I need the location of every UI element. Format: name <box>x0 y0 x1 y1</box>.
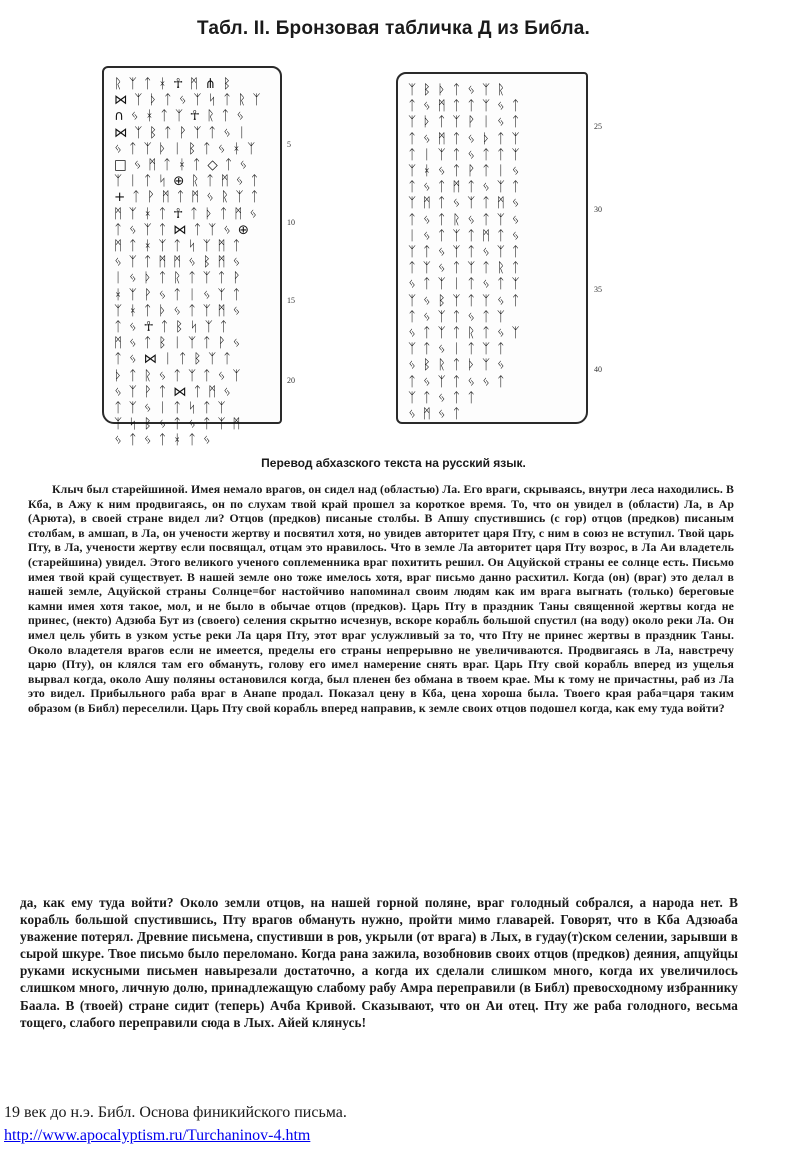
tablet-left-line-number: 5 <box>287 140 291 149</box>
caption-text: 19 век до н.э. Библ. Основа финикийского письма. <box>4 1104 347 1121</box>
page-title: Табл. II. Бронзовая табличка Д из Библа. <box>197 18 590 39</box>
tablet-left-line-number: 10 <box>287 218 295 227</box>
translation-heading: Перевод абхазского текста на русский язык. <box>261 456 526 470</box>
tablet-left-glyphs: ᚱ ᛉ ᛏ ᚼ ☥ ᛗ ⋔ ᛒ ⋈ ᛉ ᚦ ᛏ ᛃ ᛉ ᛋ ᛏ ᚱ ᛉ ∩ ᛃ ᚼ ᛏ ᛉ ☥ ᚱ ᛏ ᛃ ⋈ ᛉ ᛒ ᛏ ᚹ ᛉ ᛏ ᛃ ᛁ ᛃ ᛏ ᛉ ᚦ ᛁ ᛒ ᛏ ᛃ ᚼ ᛉ □ ᛃ ᛗ ᛏ ᚼ ᛏ ◇ ᛏ ᛃ ᛉ ᛁ ᛏ ᛋ ⊕ ᚱ ᛏ ᛗ ᛃ ᛏ + ᛏ ᚹ ᛗ ᛏ ᛗ ᛃ ᚱ ᛉ ᛏ ᛗ ᛉ ᚼ ᛏ ☥ ᛏ ᚦ ᛏ ᛗ ᛃ ᛏ ᛃ ᛉ ᛏ ⋈ ᛏ ᛉ ᛃ ⊕ ᛗ ᛏ ᚼ ᛉ ᛏ ᛋ ᛉ ᛗ ᛏ ᛃ ᛉ ᛏ ᛗ ᛗ ᛃ ᛒ ᛗ ᛃ ᛁ ᛃ ᚦ ᛏ ᚱ ᛏ ᛉ ᛏ ᚹ ᚼ ᛉ ᚹ ᛃ ᛏ ᛁ ᛃ ᛉ ᛏ ᛉ ᚼ ᛏ ᚦ ᛃ ᛏ ᛉ ᛗ ᛃ ᛏ ᛃ ☥ ᛏ ᛒ ᛋ ᛉ ᛏ ᛗ ᛃ ᛏ ᛒ ᛁ ᛉ ᛏ ᚹ ᛃ ᛏ ᛃ ⋈ ᛁ ᛏ ᛒ ᛉ ᛏ ᚦ ᛏ ᚱ ᛃ ᛏ ᛉ ᛏ ᛃ ᛉ ᛃ ᛉ ᚹ ᛏ ⋈ ᛏ ᛗ ᛃ ᛏ ᛉ ᛃ ᛁ ᛏ ᛋ ᛏ ᛉ ᛉ ᛋ ᛒ ᛃ ᛏ ᛃ ᛏ ᛉ ᛗ ᛃ ᛏ ᛃ ᛏ ᚼ ᛏ ᛃ <box>114 76 262 449</box>
tablet-right-line-number: 40 <box>594 365 602 374</box>
tablet-right-line-number: 25 <box>594 122 602 131</box>
tablet-left-image <box>102 66 282 449</box>
paragraph-1-text: Клыч был старейшиной. Имея немало врагов, он сидел над (областью) Ла. Его враги, скрываясь, внутри леса находились. В Кба, в Ажу к ним продвигаясь, он по слухам твой край прошел за короткое время. То, что он увидел в (области) Ла, в Ар (Арюта), в своей стране видел ли? Отцов (предков) писаные столбы. В Апшу спустившись (с гор) отцов (предков) писаным столбам, в амшап, в Ла, он учености жертву и посвятил хотя, но увидев авторитет царя Пту, с ним в союз не вступил. Твой царь Пту, в Ла, учености жертву если посвящал, отцам это нравилось. Что в земле Ла авторитет царя Пту возрос, в Ла Аи владетель (старейшина) увидел. Этого великого ученого соплеменника враг похитить решил. Он Ацуйской страны ее солнце есть. Письмо имея твой край существует. В нашей земле оно тоже имелось хотя, враг письмо данно расхитил. Когда (он) (враг) это делал в нашей земле, Ацуйской страны Солнце=бог настойчиво напоминал своим людям как им врага выгнать (только) береговые камни имея хотя такое, мол, и не было в обычае отцов (предков). Царь Пту в праздник Таны священной жертвы когда не принес, (некто) Адзюба Бут из (своего) селения скрытно исчезнув, вскоре корабль большой спустил (на воду) около реки Ла. Он имел цель убить в узком устье реки Ла царя Пту, этот враг услужливый за то, что Пту не принес жертвы в праздник Таны. Около владетеля врагов если не имеется, пределы его страны непрерывно не увеличиваются. Продвигаясь в Ла, навстречу царю (Пту), он клялся там его обмануть, голову его имел намерение снять враг. Царь Пту свой корабль вперед из ущелья вырвал когда, около Ашу поляны остановился когда, был пленен без обмана в твоем крае. Мы к тому не причастны, раб из Ла это видел. Прибыльного раба враг в Анапе продал. Показал цену в Кба, цена хороша была. Твоего края раба=царя таким образом (в Библ) переселили. Царь Пту свой корабль вперед направив, к земле своих отцов подошел когда, как ему туда войти? <box>28 482 734 715</box>
source-link[interactable]: http://www.apocalyptism.ru/Turchaninov-4.htm <box>4 1127 311 1144</box>
tablet-right-glyphs: ᛉ ᛒ ᚦ ᛏ ᛃ ᛉ ᚱ ᛏ ᛃ ᛗ ᛏ ᛏ ᛉ ᛃ ᛏ ᛉ ᚦ ᛏ ᛉ ᚹ ᛁ ᛃ ᛏ ᛏ ᛃ ᛗ ᛏ ᛃ ᚦ ᛏ ᛉ ᛏ ᛁ ᛉ ᛏ ᛃ ᛏ ᛏ ᛉ ᛉ ᚼ ᛃ ᛏ ᚹ ᛏ ᛁ ᛃ ᛏ ᛃ ᛏ ᛗ ᛏ ᛃ ᛉ ᛏ ᛉ ᛗ ᛏ ᛃ ᛉ ᛏ ᛗ ᛃ ᛏ ᛃ ᛏ ᚱ ᛃ ᛏ ᛉ ᛃ ᛁ ᛃ ᛏ ᛉ ᛏ ᛗ ᛏ ᛃ ᛉ ᛏ ᛃ ᛉ ᛏ ᛃ ᛉ ᛏ ᛏ ᛉ ᛃ ᛏ ᛉ ᛏ ᚱ ᛏ ᛃ ᛏ ᛉ ᛁ ᛏ ᛃ ᛏ ᛉ ᛉ ᛃ ᛒ ᛉ ᛏ ᛉ ᛃ ᛏ ᛏ ᛃ ᛉ ᛏ ᛃ ᛏ ᛉ ᛃ ᛏ ᛉ ᛏ ᚱ ᛏ ᛃ ᛉ ᛉ ᛏ ᛃ ᛁ ᛏ ᛉ ᛏ ᛃ ᛒ ᚱ ᛏ ᚦ ᛉ ᛃ ᛏ ᛃ ᛉ ᛏ ᛃ ᛃ ᛏ ᛉ ᛏ ᛃ ᛏ ᛏ ᛃ ᛗ ᛃ ᛏ <box>408 82 521 423</box>
tablet-left-line-number: 15 <box>287 296 295 305</box>
tablet-right-image <box>396 72 588 424</box>
tablet-right-line-number: 35 <box>594 285 602 294</box>
translation-paragraph-1 <box>28 482 734 716</box>
tablet-right-line-number: 30 <box>594 205 602 214</box>
tablet-left-line-number: 20 <box>287 376 295 385</box>
translation-paragraph-2: да, как ему туда войти? Около земли отцов, на нашей горной поляне, враг голодный собрался, а народа нет. В корабль большой спустившись, Пту врагов обмануть нужно, пройти мимо главарей. Говорят, что в Кба Адзюаба уважение потерял. Древние письмена, спустивши в ров, укрыли (от врага) в Лых, в гудау(т)ском селении, зарывши в сырой шкуре. Твое письмо было переломано. Когда рана зажила, возобновив своих отцов (предков) деяния, апцуйцы руками искусными письмен навырезали достаточно, а когда их сделали слишком много, когда их увеличилось слишком много, личную долю, принадлежащую слабому рабу Амра переправили (в Библ) превосходному избраннику Баала. В (твоей) стране сидит (теперь) Ачба Кривой. Сказывают, что он Аи отец. Пту же раба голодного, весьма тощего, слабого переправили сюда в Лых. Айей клянусь! <box>20 895 738 1030</box>
